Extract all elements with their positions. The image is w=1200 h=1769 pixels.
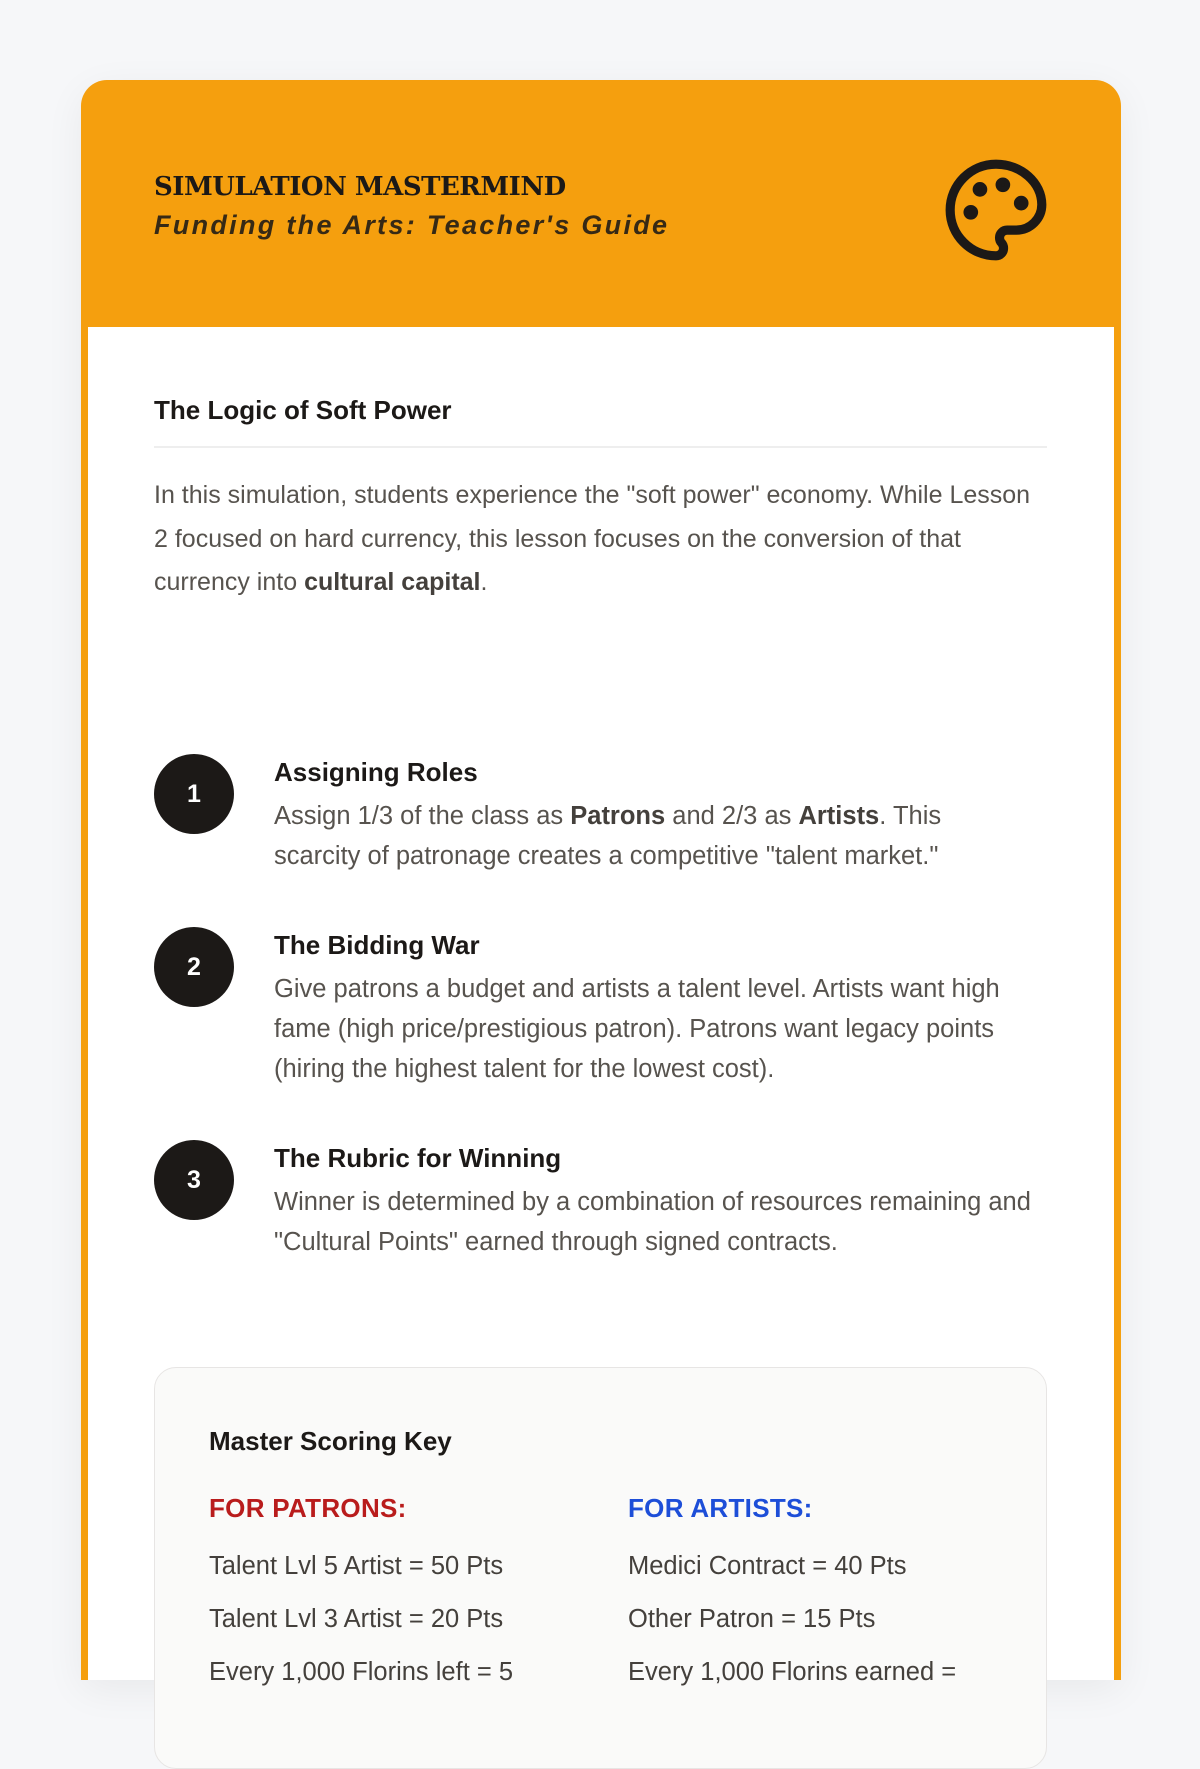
- patrons-heading: FOR PATRONS:: [209, 1493, 407, 1523]
- step-title: The Rubric for Winning: [274, 1143, 562, 1173]
- score-item: Talent Lvl 5 Artist = 50 Pts: [209, 1552, 504, 1580]
- step-description: Winner is determined by a combination of resources remaining and "Cultural Points" earned through signed contracts.: [274, 1188, 1031, 1256]
- section-divider: [154, 446, 1047, 448]
- step-number-badge: 2: [154, 927, 234, 1007]
- guide-card: [81, 80, 1121, 1686]
- scoring-key-title: Master Scoring Key: [209, 1426, 452, 1456]
- card-header: [81, 80, 1121, 327]
- intro-paragraph: [154, 474, 1047, 605]
- score-item: Every 1,000 Florins earned =: [628, 1658, 957, 1686]
- palette-dot: [968, 210, 974, 216]
- intro-text: In this simulation, students experience the "soft power" economy. While Lesson 2 focused on hard currency, this lesson focuses on the conversion of that currency into: [154, 481, 1031, 596]
- guide-subtitle: Funding the Arts: Teacher's Guide: [154, 210, 670, 240]
- patrons-score-list: [209, 1540, 513, 1699]
- score-item: Other Patron = 15 Pts: [628, 1605, 876, 1633]
- palette-dot: [1018, 200, 1024, 206]
- intro-emphasis: cultural capital: [304, 568, 481, 596]
- step-desc-bold: Artists: [798, 802, 880, 830]
- brand-title: SIMULATION MASTERMIND: [154, 172, 566, 202]
- step-desc-bold: Patrons: [570, 802, 666, 830]
- score-item: Medici Contract = 40 Pts: [628, 1552, 907, 1580]
- score-item: Every 1,000 Florins left = 5: [209, 1658, 514, 1686]
- score-item: Talent Lvl 3 Artist = 20 Pts: [209, 1605, 504, 1633]
- step-description: [274, 796, 1034, 876]
- section-title: The Logic of Soft Power: [154, 395, 452, 425]
- artists-heading: FOR ARTISTS:: [628, 1493, 813, 1523]
- step-title: Assigning Roles: [274, 757, 478, 787]
- step-number-badge: 1: [154, 754, 234, 834]
- palette-dot: [977, 187, 983, 193]
- intro-end: .: [480, 568, 488, 596]
- palette-dot: [1000, 182, 1006, 188]
- guide-body: [88, 327, 1114, 1686]
- step-number-badge: 3: [154, 1140, 234, 1220]
- scoring-key-box: [154, 1367, 1047, 1769]
- step-desc-part: . This scarcity of patronage creates a competitive "talent market.": [274, 802, 942, 870]
- palette-icon: [941, 155, 1051, 265]
- artists-score-list: [628, 1540, 956, 1699]
- step-description: Give patrons a budget and artists a talent level. Artists want high fame (high price/prestigious patron). Patrons want legacy points (hiring the highest talent for the lowest cost).: [274, 975, 1000, 1083]
- step-desc-part: and 2/3 as: [665, 802, 799, 830]
- step-title: The Bidding War: [274, 930, 480, 960]
- step-desc-part: Assign 1/3 of the class as: [274, 802, 571, 830]
